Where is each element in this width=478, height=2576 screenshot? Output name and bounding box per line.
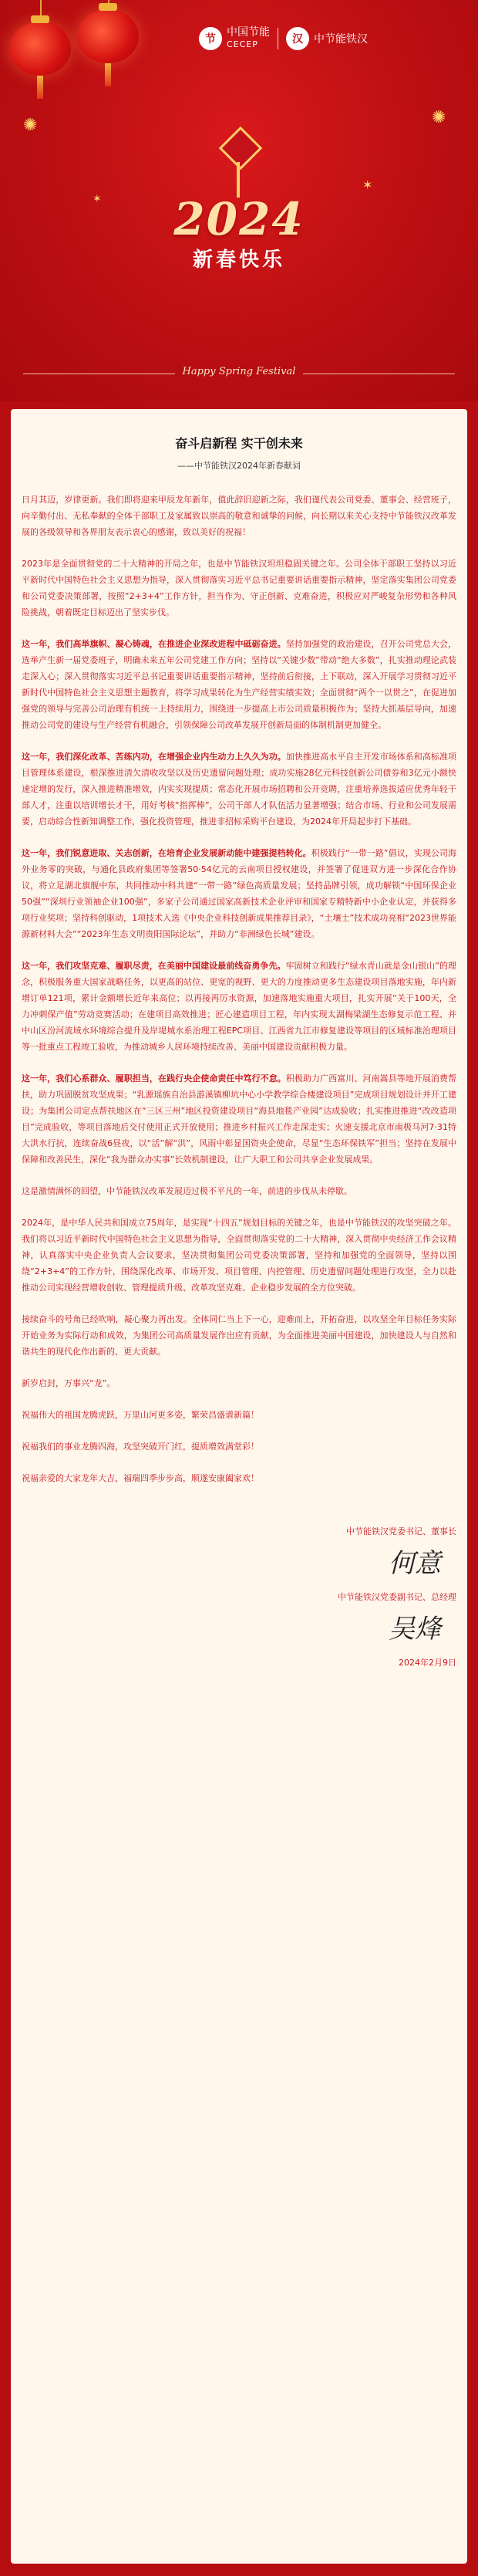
paragraph: 这一年，我们高举旗帜、凝心铸魂，在推进企业深改进程中砥砺奋进。坚持加强党的政治建设，召开公司党总大会，选举产生新一届党委班子，明确未来五年公司党建工作方向；坚持以“关键少数”带动“绝大多数”，扎实推动理论武装走深入心；深入贯彻落实习近平总书记重要讲话重要指示精神，坚持前后衔接，上下联动，深入开展学习贯彻习近平新时代中国特色社会主义思想主题教育，将学习成果转化为生产经营实绩实效；全面贯彻“两个一以贯之”，在促进加强党的领导与完善公司治理有机统一上持续用力，围绕进一步提高上市公司质量积极作为；坚持大抓基层导向，加速推动公司党的建设与生产经营有机融合，引领保障公司改革发展开创新局面的体制机制更加健全。 [22,639,456,730]
letter-title: 奋斗启新程 实干创未来 [175,436,303,451]
paragraph: 新岁启封，万事兴“龙”。 [22,1378,116,1388]
brand-logos [199,26,368,51]
paragraph: 这一年，我们锐意进取、关志创新，在培育企业发展新动能中建强提档转化。积极践行“一带一路”倡议，实现公司海外业务零的突破，与通化县政府集团等签署50·54亿元的云南项目授权建设，并签署了促进双方进一步深化合作协议，将立足湖北旗舰中东，共同推动中科共建“一带一路”绿色高质量发展；坚持品牌引领，成功解锁“中国环保企业50强”“深圳行业领袖企业100强”，多家子公司通过国家高新技术企业评审和国家专精特新中小企业认定，并获得多项行业奖项；坚持科创驱动，1项技术入选《中央企业科技创新成果推荐目录》，“土壤土”技术成功亮相“2023世界能源新材料大会”“2023年生态文明贵阳国际论坛”，并助力“非洲绿色长城”建设。 [22,848,456,939]
paragraph: 这一年，我们心系群众、履职担当，在践行央企使命责任中笃行不怠。积极助力广西富川、河南嵩县等地开展消费帮扶，助力巩固脱贫攻坚成果；“乳源瑶族自治县游溪镇柳坑中心小学教学综合楼建设项目”完成项目规划设计并开工建设；为集团公司定点帮扶地区在“三区三州”地区投资建设项目“海县地毯产业园”达成验收；扎实推进推进“改改造项目”完成验收，等项目落地后交付使用正式开放使用；推进乡村振兴工作走深走实；火速支援北京市南极马河7·31特大洪水行抗，连续奋战6昼夜，以“活”解“洪”，风雨中彰显国资央企使命，尽显“生态环保铁军”担当；坚持在发展中保障和改善民生，深化“我为群众办实事”长效机制建设，让广大职工和公司共享企业发展成果。 [22,1073,456,1165]
firework-icon: ✺ [432,108,446,127]
cecep-logo-icon: 节 [199,27,222,50]
paragraph: 这是激情满怀的回望，中节能铁汉改革发展迈过极不平凡的一年，前进的步伐从未停歇。 [22,1186,352,1196]
signatory-1-title: 中节能铁汉党委书记、董事长 [346,1526,456,1536]
lantern-right-icon [77,9,139,63]
paragraph: 接续奋斗的号角已经吹响，凝心聚力再出发。全体同仁当上下一心，迎难而上，开拓奋进，以攻坚全年目标任务实际开始业务为实际行动和成效，为集团公司高质量发展作出应有贡献，为全面推进美丽中国建设，加快建设人与自然和谐共生的现代化作出新的、更大贡献。 [22,1314,456,1357]
lantern-left-icon [9,22,71,76]
logo1-name: 中国节能 [227,26,270,39]
paragraph: 这一年，我们攻坚克难、履职尽责，在美丽中国建设最前线奋勇争先。牢固树立和践行“绿水青山就是金山银山”的理念，积极服务重大国家战略任务，以更高的站位、更宽的视野、更大的力度推动更多生态建设项目落地实施，年内新增订单121项，累计金额增长近年来高位；以再接再厉水资源，加速落地实施重大项目，扎实开展“关于100天，全力冲刺保产值”劳动竞赛活动；在建项目高效推进；匠心建造项目工程，年内实现太湖梅梁湖生态修复示范工程、并中山区汾河流域水环境综合提升及岸堤城水系治理工程EPC项目、江西省九江市修复建设等项目的区域标准治理项目等一批重点工程竣工验收，为推动城乡人居环境持续改善、美丽中国建设贡献积极力量。 [22,961,456,1052]
new-year-greeting: 新春快乐 [192,248,285,272]
year-calligraphy: 2024 [173,193,305,245]
paragraph: 祝福我们的事业龙腾四海，攻坚突破开门红，提质增效满堂彩！ [22,1442,259,1452]
techand-logo-icon: 汉 [286,27,309,50]
signature-2: 吴烽 [389,1614,441,1645]
letter-date: 2024年2月9日 [399,1658,456,1668]
logo1-sub: CECEP [227,39,258,49]
paragraph: 2023年是全面贯彻党的二十大精神的开局之年，也是中节能铁汉坦坦稳固关键之年。公司全体干部职工坚持以习近平新时代中国特色社会主义思想为指导，深入贯彻落实习近平总书记重要讲话重要指示精神，坚定落实集团公司党委和公司党委决策部署，按照“2+3+4”工作方针，担当作为、守正创新、克难奋进，积极应对严峻复杂形势和各种风险挑战，朝着既定目标迈出了坚实步伐。 [22,559,456,617]
english-greeting: Happy Spring Festival [175,366,304,377]
firework-icon: ✶ [362,177,373,192]
signatory-2-title: 中节能铁汉党委副书记、总经理 [338,1592,456,1602]
chinese-knot-icon [219,127,263,171]
letter-panel [11,409,467,2564]
paragraph: 祝福亲爱的大家龙年大吉，福瑞四季步步高，顺遂安康阖家欢！ [22,1473,259,1483]
letter-body [22,492,456,1486]
firework-icon: ✶ [93,193,102,205]
paragraph: 这一年，我们深化改革、苦练内功，在增强企业内生动力上久久为功。加快推进高水平自主开发市场体系和高标准项目管理体系建设，根深推进清欠清收攻坚以及历史遗留问题处理；成功实施28亿元科技创新公司债券和3亿元小额快速定增的发行，深入推进精准增效，内实实现提质；常态化开展市场招聘和公开竞聘，注重培养选拔适应优秀年轻干部人才，注重以培训增长才干，用好考核“指挥棒”，公司干部人才队伍活力显著增强；结合市场、行业和公司发展需要，启动综合性新知调整工作，强化投资管理，推进非招标采购平台建设，为2024年开局起步打下基础。 [22,752,456,827]
logo2-name: 中节能铁汉 [314,33,368,46]
signature-1: 何意 [389,1548,441,1579]
paragraph: 日月其迈，岁律更新。我们即将迎来甲辰龙年新年，值此辞旧迎新之际，我们谨代表公司党委、董事会、经营班子，向辛勤付出、无私奉献的全体干部职工及家属致以崇高的敬意和诚挚的问候，向长期以来关心支持中节能铁汉改革发展的各级领导和各界朋友表示衷心的感谢，致以美好的祝福！ [22,495,456,537]
festival-banner [0,0,478,401]
letter-subtitle: ——中节能铁汉2024年新春献词 [177,461,301,471]
firework-icon: ✺ [23,116,38,135]
paragraph: 祝福伟大的祖国龙腾虎跃，万里山河更多姿，繁荣昌盛谱新篇！ [22,1410,259,1420]
paragraph: 2024年，是中华人民共和国成立75周年，是实现“十四五”规划目标的关键之年，也是中节能铁汉的攻坚突破之年。我们将以习近平新时代中国特色社会主义思想为指导，全面贯彻落实党的二十大精神，深入贯彻中央经济工作会议精神，认真落实中央企业负责人会议要求，坚决贯彻集团公司党委决策部署，坚持和加强党的全面领导，坚持以围绕“2+3+4”的工作方针，围绕深化改革、市场开发、项目管理、内控管理、历史遗留问题处理进行攻坚，全力以赴推动公司实现经营增收创收、管理提质升级、改革攻坚克难、企业稳步发展的全方位突破。 [22,1218,456,1293]
